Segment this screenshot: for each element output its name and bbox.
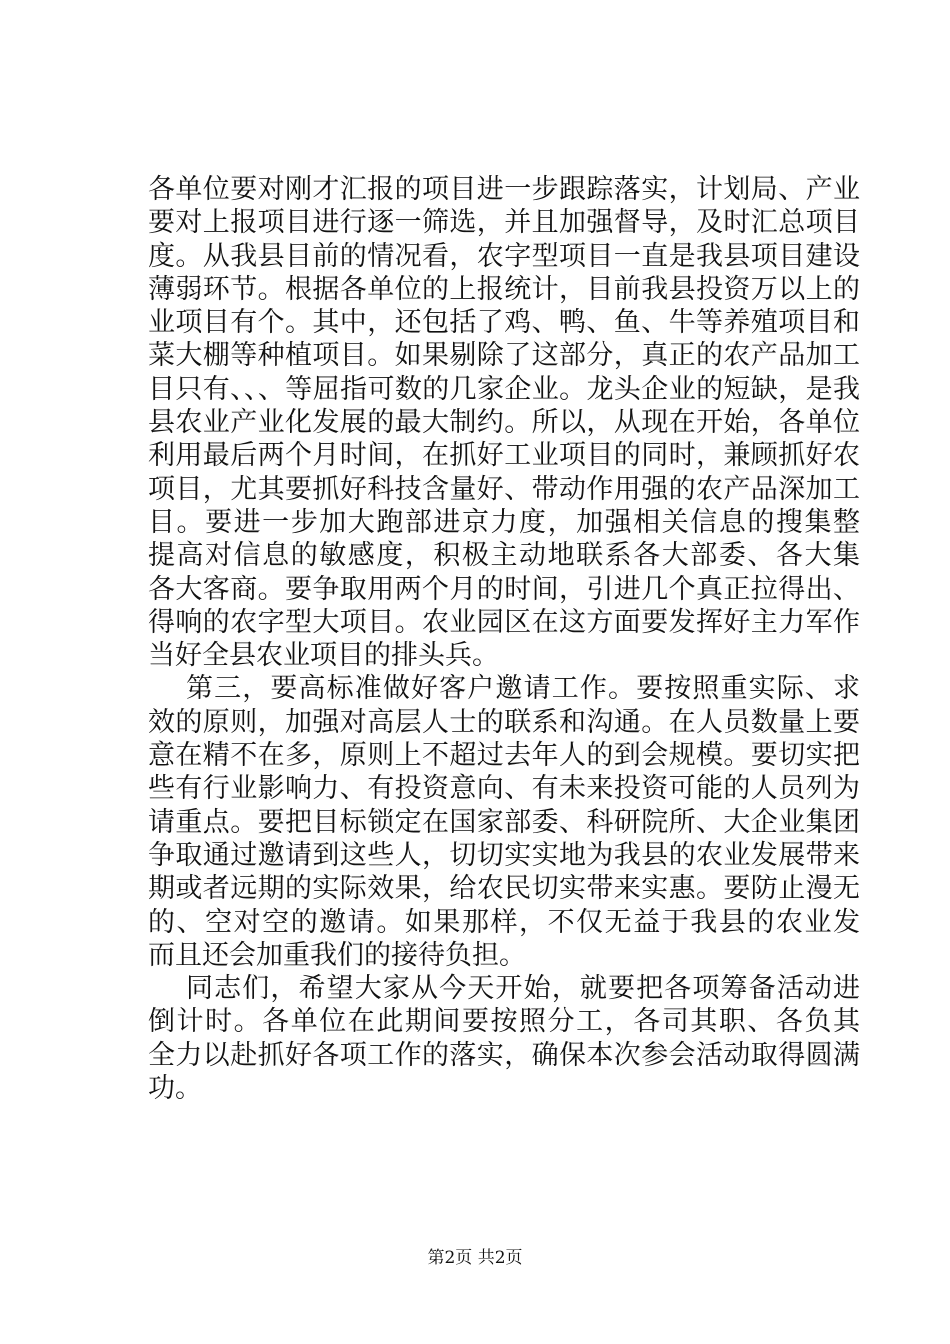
text-line: 业项目有个。其中，还包括了鸡、鸭、鱼、牛等养殖项目和 [148,307,860,339]
text-line: 效的原则，加强对高层人士的联系和沟通。在人员数量上要 [148,706,860,738]
text-line: 请重点。要把目标锁定在国家部委、科研院所、大企业集团 [148,806,860,838]
text-line: 县农业产业化发展的最大制约。所以，从现在开始，各单位 [148,407,860,439]
text-line: 全力以赴抓好各项工作的落实，确保本次参会活动取得圆满 [148,1039,860,1071]
paragraph-first-line: 第三，要高标准做好客户邀请工作。要按照重实际、求 [186,673,860,705]
text-line: 意在精不在多，原则上不超过去年人的到会规模。要切实把 [148,740,860,772]
page-number-footer: 第2页 共2页 [427,1248,523,1268]
text-line: 的、空对空的邀请。如果那样，不仅无益于我县的农业发 [148,906,860,938]
text-line: 项目，尤其要抓好科技含量好、带动作用强的农产品深加工 [148,473,860,505]
text-line: 提高对信息的敏感度，积极主动地联系各大部委、各大集 [148,540,860,572]
text-line: 期或者远期的实际效果，给农民切实带来实惠。要防止漫无 [148,873,860,905]
text-line: 度。从我县目前的情况看，农字型项目一直是我县项目建设 [148,240,860,272]
text-line: 目只有、、、等屈指可数的几家企业。龙头企业的短缺，是我 [148,373,860,405]
text-line: 倒计时。各单位在此期间要按照分工，各司其职、各负其 [148,1006,860,1038]
paragraph-first-line: 同志们，希望大家从今天开始，就要把各项筹备活动进 [186,973,860,1005]
text-line: 菜大棚等种植项目。如果剔除了这部分，真正的农产品加工 [148,340,860,372]
paragraph-end-line: 功。 [148,1073,202,1105]
text-line: 利用最后两个月时间，在抓好工业项目的同时，兼顾抓好农 [148,440,860,472]
text-line: 薄弱环节。根据各单位的上报统计，目前我县投资万以上的 [148,273,860,305]
text-line: 各单位要对刚才汇报的项目进一步跟踪落实，计划局、产业 [148,174,860,205]
text-line: 目。要进一步加大跑部进京力度，加强相关信息的搜集整 [148,506,860,538]
text-line: 争取通过邀请到这些人，切切实实地为我县的农业发展带来 [148,839,860,871]
text-line: 要对上报项目进行逐一筛选，并且加强督导，及时汇总项目 [148,207,860,239]
text-line: 些有行业影响力、有投资意向、有未来投资可能的人员列为 [148,773,860,805]
document-body [148,173,860,1105]
text-line: 各大客商。要争取用两个月的时间，引进几个真正拉得出、 [148,573,860,605]
paragraph-end-line: 而且还会加重我们的接待负担。 [148,939,526,971]
text-line: 得响的农字型大项目。农业园区在这方面要发挥好主力军作 [148,606,860,638]
paragraph-end-line: 当好全县农业项目的排头兵。 [148,640,499,672]
